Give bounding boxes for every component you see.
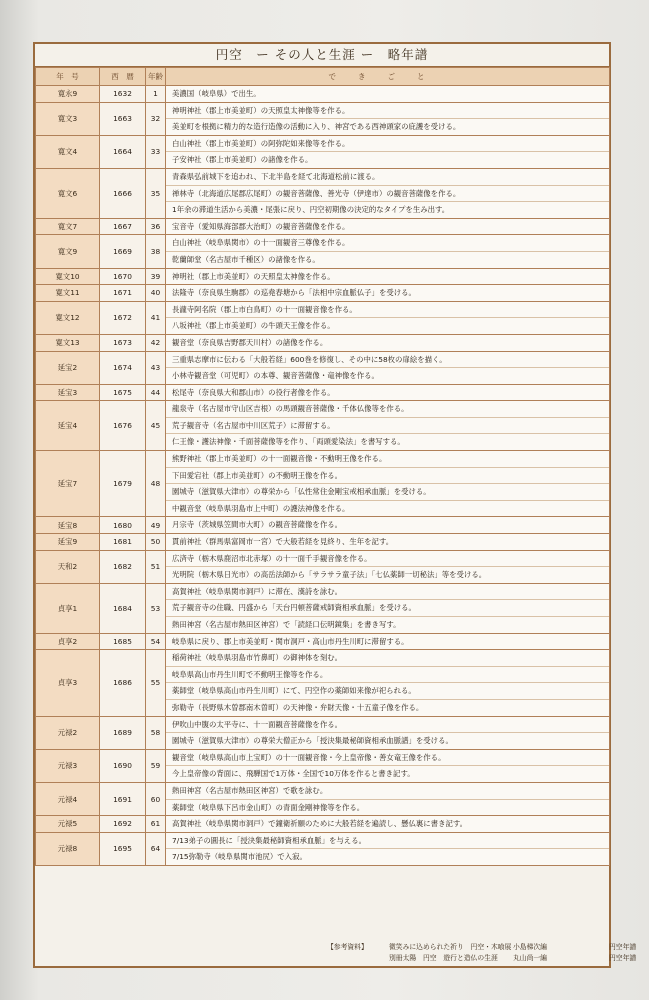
event-line: 宝音寺（愛知県海部郡大治町）の観音菩薩像を作る。 [172,221,350,231]
era-cell: 延宝4 [36,401,100,451]
event-line: 法隆寺（奈良県生駒郡）の巡堯春塘から「法相中宗血脈仏子」を受ける。 [172,288,416,298]
era-cell: 貞享2 [36,633,100,650]
event-line: 白山神社（岐阜県関市）の十一面観音三尊像を作る。 [166,235,609,252]
age-cell: 48 [146,451,166,517]
panel-title: 円空 ー その人と生涯 ー 略年譜 [35,44,609,67]
age-cell: 42 [146,334,166,351]
table-row [36,268,610,285]
event-line: 7/13弟子の圓長に「授決集最秘師資相承血脈」を与える。 [166,833,609,850]
event-line: 龍泉寺（名古屋市守山区吉根）の馬頭観音菩薩像・千体仏像等を作る。 [166,401,609,418]
events-cell [166,401,610,451]
events-cell [166,285,610,302]
events-cell [166,633,610,650]
event-line: 八坂神社（郡上市美並町）の牛頭天王像を作る。 [172,321,335,331]
event-line: 薬師堂（岐阜県下呂市金山町）の青面金剛神像等を作る。 [172,802,365,812]
events-cell [166,268,610,285]
event-line: 禅林寺（北海道広尾郡広尾町）の観音菩薩像、善光寺（伊達市）の観音菩薩像を作る。 [166,186,609,203]
reference-row [35,953,637,964]
event-line: 美濃国（岐阜県）で出生。 [172,89,261,98]
year-cell: 1686 [100,650,146,716]
era-cell: 元禄4 [36,782,100,815]
header-events: できごと [166,68,610,86]
age-cell: 49 [146,517,166,534]
age-cell: 58 [146,716,166,749]
age-cell: 40 [146,285,166,302]
era-cell: 元禄5 [36,816,100,833]
event-line: 子安神社（郡上市美並町）の諸像を作る。 [172,155,313,165]
year-cell: 1685 [100,633,146,650]
age-cell: 44 [146,384,166,401]
year-cell: 1671 [100,285,146,302]
events-cell [166,135,610,168]
year-cell: 1667 [100,218,146,235]
event-line: 観音堂（奈良県吉野郡天川村）の諸像を作る。 [172,337,328,347]
header-age: 年齢 [146,68,166,86]
age-cell: 36 [146,218,166,235]
year-cell: 1691 [100,782,146,815]
event-line: 薬師堂（岐阜県高山市丹生川町）にて、円空作の薬師如来像が祀られる。 [166,683,609,700]
events-cell [166,168,610,218]
event-line: 熱田神宮（名古屋市熱田区神宮）で「読経口伝明鏡集」を書き写す。 [172,620,401,629]
events-cell [166,583,610,633]
table-row [36,168,610,218]
table-row [36,517,610,534]
table-row [36,218,610,235]
event-line: 荒子観音寺の住職、円盛から「天台円頓菩薩戒師資相承血脈」を受ける。 [166,600,609,617]
age-cell: 51 [146,550,166,583]
year-cell: 1689 [100,716,146,749]
event-line: 7/15弥勒寺（岐阜県関市池尻）で入寂。 [172,852,307,862]
era-cell: 貞享3 [36,650,100,716]
year-cell: 1632 [100,86,146,103]
event-line: 伊吹山中腹の太平寺に、十一面観音菩薩像を作る。 [166,717,609,734]
year-cell: 1664 [100,135,146,168]
events-cell [166,716,610,749]
age-cell: 54 [146,633,166,650]
table-row [36,550,610,583]
era-cell: 寛文12 [36,301,100,334]
event-line: 弥勒寺（長野県木曽郡南木曽町）の天神像・弁財天像・十五童子像を作る。 [172,702,424,712]
year-cell: 1690 [100,749,146,782]
reference-row [35,942,637,953]
table-row [36,301,610,334]
table-row [36,749,610,782]
chronology-panel [33,42,637,968]
age-cell: 32 [146,102,166,135]
era-cell: 延宝2 [36,351,100,384]
table-row [36,782,610,815]
event-line: 光明院（栃木県日光市）の高岳法師から「サラサラ童子法」「七仏薬師一切秘法」等を受ける。 [172,570,487,580]
chronology-table [35,67,610,866]
event-line: 稲荷神社（岐阜県羽島市竹鼻町）の御神体を刻む。 [166,650,609,667]
table-row [36,384,610,401]
era-cell: 寛文7 [36,218,100,235]
event-line: 荒子観音寺（名古屋市中川区荒子）に滞留する。 [166,418,609,435]
table-row [36,583,610,633]
table-row [36,135,610,168]
event-line: 下田愛宕社（郡上市美並町）の不動明王像を作る。 [166,468,609,485]
year-cell: 1676 [100,401,146,451]
age-cell: 1 [146,86,166,103]
event-line: 園城寺（滋賀県大津市）の尊栄から「仏性常住金剛宝戒相承血脈」を受ける。 [166,484,609,501]
era-cell: 貞享1 [36,583,100,633]
event-line: 岐阜県高山市丹生川町で不動明王像等を作る。 [166,667,609,684]
events-cell [166,351,610,384]
year-cell: 1695 [100,832,146,865]
era-cell: 延宝8 [36,517,100,534]
event-line: 1年余の滞道生活から美濃・尾張に戻り、円空初期像の決定的なタイプを生み出す。 [172,205,450,215]
year-cell: 1682 [100,550,146,583]
age-cell: 55 [146,650,166,716]
year-cell: 1670 [100,268,146,285]
era-cell: 寛文6 [36,168,100,218]
year-cell: 1666 [100,168,146,218]
event-line: 松尾寺（奈良県大和郡山市）の役行者像を作る。 [172,387,335,397]
references-label: 【参考資料】 [327,943,368,951]
events-cell [166,86,610,103]
era-cell: 寛文4 [36,135,100,168]
table-row [36,534,610,551]
year-cell: 1674 [100,351,146,384]
table-row [36,86,610,103]
reference-work: 円空年譜 [609,954,637,962]
events-cell [166,534,610,551]
year-cell: 1675 [100,384,146,401]
event-line: 熱田神宮（名古屋市熱田区神宮）で歌を詠む。 [166,783,609,800]
event-line: 岐阜県に戻り、郡上市美並町・関市洞戸・高山市丹生川町に滞留する。 [172,636,409,646]
events-cell [166,334,610,351]
events-cell [166,102,610,135]
era-cell: 寛文11 [36,285,100,302]
reference-work: 円空年譜 [609,943,637,951]
header-year: 西 暦 [100,68,146,86]
table-row [36,816,610,833]
event-line: 小林寺観音堂（可児町）の本尊、観音菩薩像・竜神像を作る。 [172,371,379,381]
event-line: 広済寺（栃木県鹿沼市北赤塚）の十一面千手観音像を作る。 [166,551,609,568]
event-line: 高賀神社（岐阜県関市洞戸）に滞在、漢詩を詠む。 [166,584,609,601]
year-cell: 1663 [100,102,146,135]
event-line: 今上皇帝像の背面に、飛騨国で1万体・全国で10万体を作ると書き記す。 [172,769,415,779]
events-cell [166,235,610,268]
age-cell: 45 [146,401,166,451]
events-cell [166,650,610,716]
event-line: 仁王像・護法神像・千面菩薩像等を作り、「両頭愛染法」を書写する。 [172,437,405,447]
era-cell: 寛文10 [36,268,100,285]
era-cell: 延宝9 [36,534,100,551]
age-cell: 59 [146,749,166,782]
year-cell: 1684 [100,583,146,633]
events-cell [166,451,610,517]
age-cell: 35 [146,168,166,218]
event-line: 美並町を根拠に精力的な造行造像の活動に入り、神宮である西神頭家の庇護を受ける。 [172,122,461,132]
event-line: 月宗寺（茨城県笠間市大町）の観音菩薩像を作る。 [172,520,342,530]
era-cell: 延宝7 [36,451,100,517]
table-row [36,334,610,351]
year-cell: 1673 [100,334,146,351]
table-row [36,285,610,302]
events-cell [166,384,610,401]
age-cell: 41 [146,301,166,334]
references [35,942,637,964]
event-line: 貫前神社（群馬県富岡市一宮）で大般若経を見終り、生年を記す。 [172,537,394,547]
event-line: 熊野神社（郡上市美並町）の十一面観音像・不動明王像を作る。 [166,451,609,468]
event-line: 三重県志摩市に伝わる「大般若経」600巻を修復し、その中に58枚の扉絵を描く。 [166,352,609,369]
table-row [36,633,610,650]
year-cell: 1692 [100,816,146,833]
table-row [36,832,610,865]
year-cell: 1669 [100,235,146,268]
table-row [36,351,610,384]
era-cell: 寛文13 [36,334,100,351]
era-cell: 寛文9 [36,235,100,268]
age-cell: 64 [146,832,166,865]
age-cell: 50 [146,534,166,551]
reference-author: 小島梯次編 [513,943,547,951]
event-line: 神明社（郡上市美並町）の天照皇太神像を作る。 [172,271,335,281]
event-line: 神明神社（郡上市美並町）の天照皇太神像等を作る。 [166,103,609,120]
table-row [36,102,610,135]
era-cell: 元禄3 [36,749,100,782]
table-row [36,451,610,517]
header-era: 年 号 [36,68,100,86]
era-cell: 元禄8 [36,832,100,865]
age-cell: 53 [146,583,166,633]
year-cell: 1679 [100,451,146,517]
events-cell [166,301,610,334]
events-cell [166,782,610,815]
table-row [36,235,610,268]
age-cell: 60 [146,782,166,815]
events-cell [166,517,610,534]
events-cell [166,816,610,833]
reference-author: 丸山尚一編 [513,954,547,962]
year-cell: 1681 [100,534,146,551]
era-cell: 元禄2 [36,716,100,749]
events-cell [166,832,610,865]
events-cell [166,749,610,782]
event-line: 長瀧寺阿名院（郡上市白鳥町）の十一面観音像を作る。 [166,302,609,319]
age-cell: 61 [146,816,166,833]
event-line: 高賀神社（岐阜県関市洞戸）で鐘衛祈願のために大般若経を遍読し、懸仏裏に書き記す。 [172,819,468,829]
reference-title: 微笑みに込められた祈り 円空・木喰展 [389,943,512,951]
year-cell: 1672 [100,301,146,334]
table-row [36,650,610,716]
event-line: 中観音堂（岐阜県羽島市上中町）の護法神像を作る。 [172,503,350,513]
age-cell: 43 [146,351,166,384]
era-cell: 寛文3 [36,102,100,135]
events-cell [166,550,610,583]
year-cell: 1680 [100,517,146,534]
era-cell: 延宝3 [36,384,100,401]
event-line: 青森県弘前城下を追われ、下北半島を経て北海道松前に渡る。 [166,169,609,186]
age-cell: 39 [146,268,166,285]
reference-title: 別冊太陽 円空 遊行と造仏の生涯 [389,954,498,962]
event-line: 白山神社（郡上市美並町）の阿弥陀如来像等を作る。 [166,136,609,153]
header-row [36,68,610,86]
table-body [36,86,610,866]
table-row [36,401,610,451]
table-row [36,716,610,749]
era-cell: 天和2 [36,550,100,583]
age-cell: 38 [146,235,166,268]
event-line: 観音堂（岐阜県高山市上宝町）の十一面観音像・今上皇帝像・善女竜王像を作る。 [166,750,609,767]
events-cell [166,218,610,235]
age-cell: 33 [146,135,166,168]
era-cell: 寛永9 [36,86,100,103]
event-line: 乾蘭師堂（名古屋市千種区）の諸像を作る。 [172,254,320,264]
event-line: 園城寺（滋賀県大津市）の尊栄大僧正から「授決集最秘師資相承血脈譜」を受ける。 [172,736,453,746]
